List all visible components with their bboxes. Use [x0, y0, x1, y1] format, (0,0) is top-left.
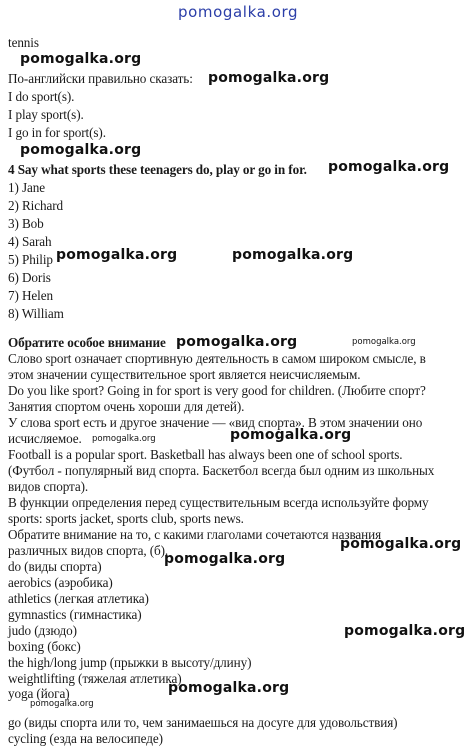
text-line: У слова sport есть и другое значение — «вид спорта». В этом значении оно: [8, 415, 423, 430]
text-line: видов спорта).: [8, 479, 89, 494]
text-line: the high/long jump (прыжки в высоту/длину): [8, 655, 252, 670]
text-line: Слово sport означает спортивную деятельность в самом широком смысле, в: [8, 351, 426, 366]
text-line: Обратите внимание на то, с какими глаголами сочетаются названия: [8, 527, 382, 542]
watermark: pomogalka.org: [20, 51, 142, 67]
text-line: I do sport(s).: [8, 89, 75, 104]
watermark: pomogalka.org: [352, 337, 416, 347]
text-line: athletics (легкая атлетика): [8, 591, 149, 606]
text-line: этом значении существительное sport является неисчисляемым.: [8, 367, 361, 382]
list-item: 6) Doris: [8, 270, 51, 285]
text-line: do (виды спорта): [8, 559, 102, 574]
text-line: Занятия спортом очень хороши для детей).: [8, 399, 245, 414]
text-line: go (виды спорта или то, чем занимаешься на досуге для удовольствия): [8, 715, 398, 730]
text-line: I play sport(s).: [8, 107, 84, 122]
text-line: исчисляемое.: [8, 431, 82, 446]
text-line: I go in for sport(s).: [8, 125, 106, 140]
watermark: pomogalka.org: [168, 680, 290, 696]
text-line: cycling (езда на велосипеде): [8, 731, 163, 746]
list-item: 7) Helen: [8, 288, 53, 303]
text-line: По-английски правильно сказать:: [8, 71, 193, 86]
exercise-heading: 4 Say what sports these teenagers do, play or go in for.: [8, 162, 307, 177]
text-line: boxing (бокс): [8, 639, 81, 654]
list-item: 4) Sarah: [8, 234, 52, 249]
watermark: pomogalka.org: [56, 247, 178, 263]
text-line: gymnastics (гимнастика): [8, 607, 142, 622]
text-line: В функции определения перед существительным всегда используйте форму: [8, 495, 429, 510]
watermark: pomogalka.org: [176, 334, 298, 350]
text-line: tennis: [8, 35, 39, 50]
watermark: pomogalka.org: [92, 434, 156, 444]
text-line: (Футбол - популярный вид спорта. Баскетбол всегда был одним из школьных: [8, 463, 435, 478]
watermark: pomogalka.org: [208, 70, 330, 86]
watermark: pomogalka.org: [340, 536, 462, 552]
watermark: pomogalka.org: [164, 551, 286, 567]
list-item: 2) Richard: [8, 198, 64, 213]
list-item: 8) William: [8, 306, 64, 321]
text-line: различных видов спорта, (б).: [8, 543, 169, 558]
text-line: sports: sports jacket, sports club, sports news.: [8, 511, 244, 526]
text-line: Football is a popular sport. Basketball has always been one of school sports.: [8, 447, 403, 462]
watermark: pomogalka.org: [230, 427, 352, 443]
list-item: 5) Philip: [8, 252, 53, 267]
text-line: yoga (йога): [8, 686, 70, 701]
watermark: pomogalka.org: [30, 699, 94, 709]
watermark: pomogalka.org: [178, 3, 299, 21]
watermark: pomogalka.org: [344, 623, 466, 639]
text-line: Do you like sport? Going in for sport is very good for children. (Любите спорт?: [8, 383, 426, 398]
list-item: 1) Jane: [8, 180, 46, 195]
watermark: pomogalka.org: [20, 142, 142, 158]
note-heading: Обратите особое внимание: [8, 335, 166, 350]
text-line: weightlifting (тяжелая атлетика): [8, 671, 182, 686]
list-item: 3) Bob: [8, 216, 44, 231]
watermark: pomogalka.org: [232, 247, 354, 263]
text-line: judo (дзюдо): [8, 623, 77, 638]
watermark: pomogalka.org: [328, 159, 450, 175]
text-line: aerobics (аэробика): [8, 575, 113, 590]
